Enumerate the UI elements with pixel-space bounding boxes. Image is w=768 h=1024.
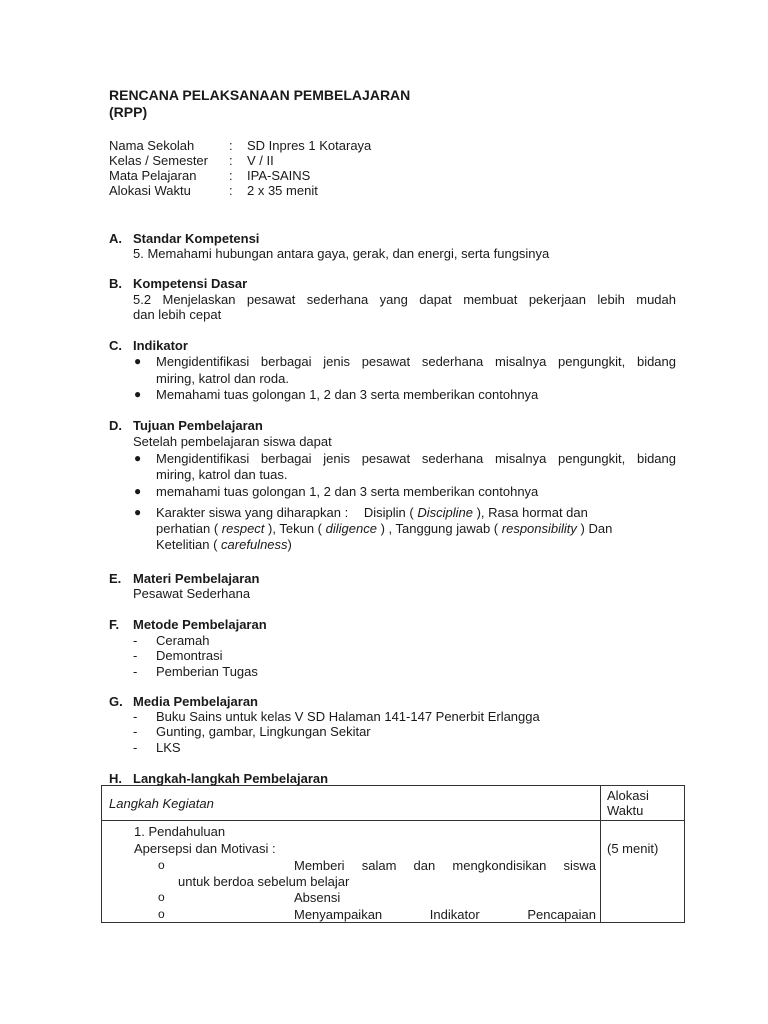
info-separator: : xyxy=(229,138,233,153)
bullet-icon: ● xyxy=(134,505,142,519)
step-sub3-wrap xyxy=(178,907,596,922)
step-sub1-wrap xyxy=(178,858,596,873)
section-e-text: Pesawat Sederhana xyxy=(133,586,251,601)
karakter-disiplin: Disiplin ( xyxy=(363,505,414,520)
table-row xyxy=(102,821,685,923)
karakter-tekun: ), Tekun ( xyxy=(268,521,322,536)
col-header-waktu: Waktu xyxy=(607,803,644,818)
karakter-close: ) xyxy=(287,537,292,552)
section-b-text-line2: dan lebih cepat xyxy=(133,307,222,322)
section-a-heading: Standar Kompetensi xyxy=(133,231,260,246)
karakter-tanggung-jawab: ) , Tanggung jawab ( xyxy=(380,521,499,536)
section-e-heading: Materi Pembelajaran xyxy=(133,571,260,586)
info-separator: : xyxy=(229,183,233,198)
section-h-letter: H. xyxy=(109,771,122,786)
karakter-dan: ) Dan xyxy=(580,521,613,536)
circle-bullet-icon: o xyxy=(158,907,165,921)
section-c-item1-line2: miring, katrol dan roda. xyxy=(156,371,289,386)
karakter-discipline: Discipline xyxy=(417,505,473,520)
karakter-intro: Karakter siswa yang diharapkan : xyxy=(156,505,349,520)
dash-marker: - xyxy=(133,664,138,679)
info-value-time: 2 x 35 menit xyxy=(247,183,318,198)
section-c-heading: Indikator xyxy=(133,338,188,353)
steps-table xyxy=(101,785,685,923)
section-g-item: Buku Sains untuk kelas V SD Halaman 141-147 Penerbit Erlangga xyxy=(156,709,540,724)
karakter-ketelitian: Ketelitian ( xyxy=(156,537,218,552)
table-cell-kegiatan xyxy=(102,821,601,923)
section-c-item1-line1: Mengidentifikasi berbagai jenis pesawat sederhana misalnya pengungkit, bidang xyxy=(156,354,676,369)
section-f-item: Ceramah xyxy=(156,633,210,648)
info-label-school: Nama Sekolah xyxy=(109,138,195,153)
table-header-cell xyxy=(102,786,601,821)
info-label-time: Alokasi Waktu xyxy=(109,183,191,198)
section-d-item1-line2: miring, katrol dan tuas. xyxy=(156,467,288,482)
info-value-class: V / II xyxy=(247,153,274,168)
karakter-diligence: diligence xyxy=(325,521,377,536)
info-label-class: Kelas / Semester xyxy=(109,153,208,168)
section-f-heading: Metode Pembelajaran xyxy=(133,617,267,632)
section-h-heading: Langkah-langkah Pembelajaran xyxy=(133,771,329,786)
bullet-icon: ● xyxy=(134,354,142,368)
info-separator: : xyxy=(229,153,233,168)
dash-marker: - xyxy=(133,709,138,724)
step-sub2: Absensi xyxy=(294,890,341,905)
karakter-respect: respect xyxy=(221,521,265,536)
info-label-subject: Mata Pelajaran xyxy=(109,168,197,183)
section-g-item: LKS xyxy=(156,740,181,755)
step-title: 1. Pendahuluan xyxy=(134,824,226,839)
section-e-letter: E. xyxy=(109,571,122,586)
section-d-item3-line2 xyxy=(156,521,612,536)
dash-marker: - xyxy=(133,724,138,739)
table-header-row xyxy=(102,786,685,821)
bullet-icon: ● xyxy=(134,451,142,465)
section-f-item: Pemberian Tugas xyxy=(156,664,258,679)
section-f-item: Demontrasi xyxy=(156,648,223,663)
section-d-heading: Tujuan Pembelajaran xyxy=(133,418,263,433)
section-g-letter: G. xyxy=(109,694,123,709)
karakter-carefulness: carefulness xyxy=(221,537,288,552)
section-f-letter: F. xyxy=(109,617,120,632)
col-header-alokasi: Alokasi xyxy=(607,788,649,803)
section-b-heading: Kompetensi Dasar xyxy=(133,276,248,291)
section-b-letter: B. xyxy=(109,276,122,291)
table-header-cell xyxy=(601,786,685,821)
section-g-heading: Media Pembelajaran xyxy=(133,694,258,709)
circle-bullet-icon: o xyxy=(158,858,165,872)
section-d-item2: memahami tuas golongan 1, 2 dan 3 serta memberikan contohnya xyxy=(156,484,539,499)
section-d-intro: Setelah pembelajaran siswa dapat xyxy=(133,434,332,449)
step-sub1-line1: Memberi salam dan mengkondisikan siswa xyxy=(294,858,596,873)
circle-bullet-icon: o xyxy=(158,890,165,904)
section-c-letter: C. xyxy=(109,338,122,353)
info-separator: : xyxy=(229,168,233,183)
section-d-item3-line1 xyxy=(156,505,588,520)
karakter-rasa-hormat: ), Rasa hormat dan xyxy=(476,505,588,520)
dash-marker: - xyxy=(133,633,138,648)
bullet-icon: ● xyxy=(134,484,142,498)
step-time: (5 menit) xyxy=(607,841,659,856)
col-header-langkah: Langkah Kegiatan xyxy=(109,796,214,811)
info-value-subject: IPA-SAINS xyxy=(247,168,311,183)
section-d-item1-line1: Mengidentifikasi berbagai jenis pesawat sederhana misalnya pengungkit, bidang xyxy=(156,451,676,466)
bullet-icon: ● xyxy=(134,387,142,401)
step-sub3: Menyampaikan Indikator Pencapaian xyxy=(294,907,596,922)
step-sub1-line2: untuk berdoa sebelum belajar xyxy=(178,874,350,889)
section-c-item2: Memahami tuas golongan 1, 2 dan 3 serta memberikan contohnya xyxy=(156,387,539,402)
karakter-responsibility: responsibility xyxy=(501,521,577,536)
karakter-perhatian: perhatian ( xyxy=(156,521,219,536)
section-d-letter: D. xyxy=(109,418,122,433)
document-subtitle: (RPP) xyxy=(109,104,148,120)
table-cell-waktu xyxy=(601,821,685,923)
dash-marker: - xyxy=(133,740,138,755)
info-value-school: SD Inpres 1 Kotaraya xyxy=(247,138,372,153)
section-d-item3-line3 xyxy=(156,537,292,552)
section-g-item: Gunting, gambar, Lingkungan Sekitar xyxy=(156,724,371,739)
step-subheading: Apersepsi dan Motivasi : xyxy=(134,841,276,856)
document-title: RENCANA PELAKSANAAN PEMBELAJARAN xyxy=(109,87,411,103)
section-a-letter: A. xyxy=(109,231,122,246)
dash-marker: - xyxy=(133,648,138,663)
section-b-text-line1: 5.2 Menjelaskan pesawat sederhana yang dapat membuat pekerjaan lebih mudah xyxy=(133,292,676,307)
section-a-text: 5. Memahami hubungan antara gaya, gerak, dan energi, serta fungsinya xyxy=(133,246,550,261)
